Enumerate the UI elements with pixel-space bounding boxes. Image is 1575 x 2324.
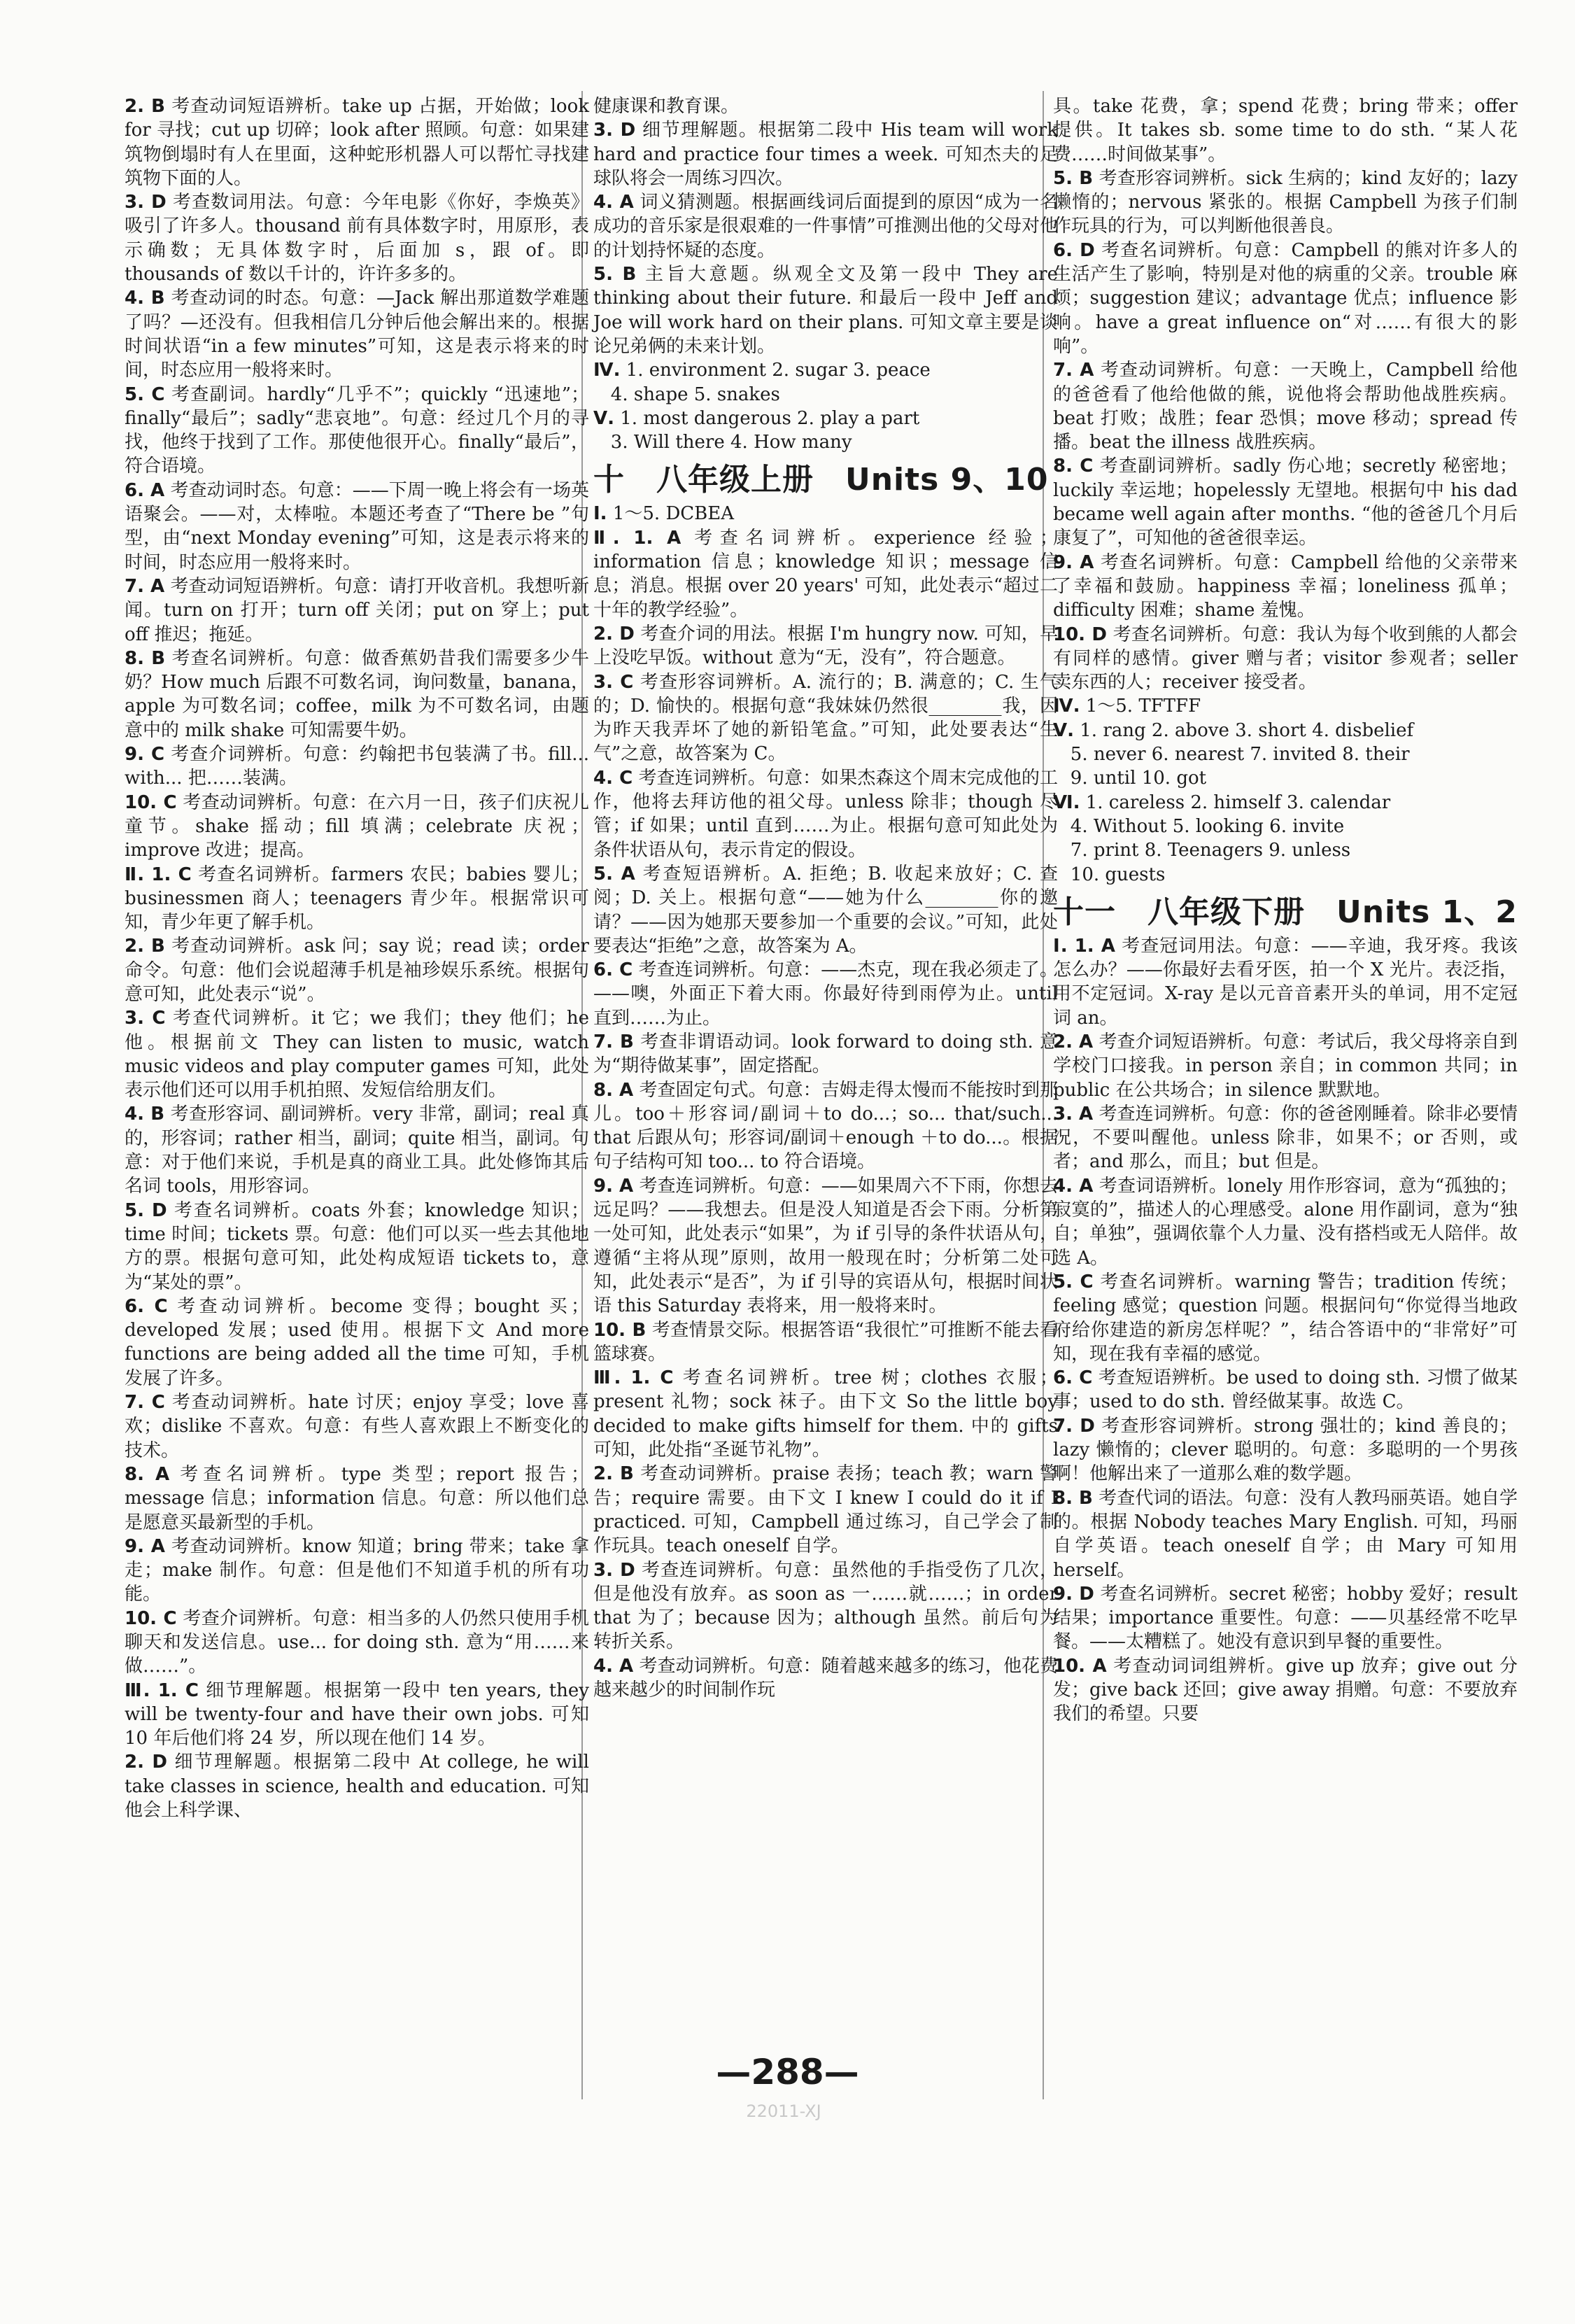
answer-explanation: 细节理解题。根据第一段中 ten years, they will be twenty-four and have their own jobs. 可知 10 年后他们将 24 岁，所以现在他们 14 岁。 xyxy=(125,1679,589,1749)
question-number: 8. B xyxy=(125,647,166,669)
question-number: 8. A xyxy=(593,1079,634,1101)
answer-explanation: 考查代词的语法。句意：没有人教玛丽英语。她自学的。根据 Nobody teaches Mary English. 可知，玛丽自学英语。teach oneself 自学；由 Mary 可知用 herself。 xyxy=(1053,1487,1518,1581)
answer-item xyxy=(593,622,1058,670)
answer-explanation: 1. environment 2. sugar 3. peace 4. shape 5. snakes xyxy=(593,360,931,405)
answer-explanation: 考查名词辨析。句意：Campbell 的熊对许多人的生活产生了影响，特别是对他的病重的父亲。trouble 麻烦；suggestion 建议；advantage 优点；influence 影响。have a great influence on“对……有很大的影响”。 xyxy=(1053,239,1518,357)
question-number: 8. B xyxy=(1053,1487,1093,1509)
question-number: 8. C xyxy=(1053,456,1094,477)
answer-item xyxy=(125,190,589,286)
answer-item xyxy=(593,1558,1058,1654)
answer-explanation: 考查连词辨析。句意：如果杰森这个周末完成他的工作，他将去拜访他的祖父母。unless 除非；though 尽管；if 如果；until 直到……为止。根据句意可知此处为条件状语从句，表示肯定的假设。 xyxy=(593,767,1058,861)
question-number: 4. B xyxy=(125,288,165,309)
question-number: 9. D xyxy=(1053,1583,1094,1605)
question-number: Ⅴ. xyxy=(1053,719,1074,741)
answer-explanation: 考查动词短语辨析。句意：请打开收音机。我想听新闻。turn on 打开；turn off 关闭；put on 穿上；put off 推迟；拖延。 xyxy=(125,575,589,645)
answer-item xyxy=(1053,791,1518,887)
answer-item xyxy=(1053,239,1518,358)
answer-explanation: 考查连词辨析。句意：虽然他的手指受伤了几次，但是他没有放弃。as soon as 一……就……；in order that 为了；because 因为；although 虽然。前后句为转折关系。 xyxy=(593,1559,1059,1653)
answer-item xyxy=(1053,934,1518,1030)
question-number: 3. D xyxy=(593,120,636,141)
answer-explanation: 1～5. TFTFF xyxy=(1080,696,1201,717)
answer-explanation: 词义猜测题。根据画线词后面提到的原因“成为一名成功的音乐家是很艰难的一件事情”可推测出他的父母对他的计划持怀疑的态度。 xyxy=(593,192,1058,261)
answer-explanation: 考查介词短语辨析。句意：考试后，我父母将亲自到学校门口接我。in person 亲自；in common 共同；in public 在公共场合；in silence 默默地。 xyxy=(1053,1031,1518,1101)
answer-explanation: 考查冠词用法。句意：——辛迪，我牙疼。我该怎么办？——你最好去看牙医，拍一个 X 光片。表泛指，用不定冠词。X-ray 是以元音音素开头的单词，用不定冠词 an。 xyxy=(1053,935,1518,1029)
answer-explanation: 考查名词辨析。type 类型；report 报告；message 信息；information 信息。句意：所以他们总是愿意买最新型的手机。 xyxy=(125,1463,589,1533)
answer-explanation: 考查连词辨析。句意：——如果周六不下雨，你想去远足吗？——我想去。但是没人知道是否会下雨。分析第一处可知，此处表示“如果”，为 if 引导的条件状语从句，遵循“主将从现”原则，故用一般现在时；分析第二处可知，此处表示“是否”，为 if 引导的宾语从句，根据时间状语 this Saturday 表将来，用一般将来时。 xyxy=(593,1175,1058,1317)
question-number: 4. A xyxy=(593,1655,634,1677)
question-number: 3. D xyxy=(593,1559,635,1581)
question-number: Ⅳ. xyxy=(593,360,621,381)
question-number: 6. A xyxy=(125,479,165,501)
answer-explanation: 考查动词辨析。句意：随着越来越多的练习，他花费越来越少的时间制作玩 xyxy=(593,1655,1058,1700)
answer-explanation: 健康课和教育课。 xyxy=(593,96,740,117)
answer-explanation: 考查名词辨析。句意：我认为每个收到熊的人都会有同样的感情。giver 赠与者；visitor 参观者；seller 卖东西的人；receiver 接受者。 xyxy=(1053,624,1518,693)
question-number: 7. A xyxy=(1053,360,1094,381)
answer-column-1 xyxy=(125,94,589,1822)
answer-explanation: 考查名词辨析。句意：Campbell 给他的父亲带来了幸福和鼓励。happiness 幸福；loneliness 孤单；difficulty 困难；shame 羞愧。 xyxy=(1053,551,1518,621)
question-number: 3. D xyxy=(125,192,167,213)
question-number: Ⅰ. xyxy=(593,503,607,525)
answer-item xyxy=(125,383,589,479)
answer-item xyxy=(125,1006,589,1102)
question-number: Ⅰ. 1. A xyxy=(1053,935,1115,957)
question-number: Ⅲ. 1. C xyxy=(593,1367,674,1389)
answer-item xyxy=(1053,1030,1518,1102)
question-number: 5. C xyxy=(1053,1271,1094,1293)
answer-item xyxy=(125,1463,589,1535)
answer-item xyxy=(593,502,1058,526)
answer-item xyxy=(593,1030,1058,1078)
answer-item xyxy=(1053,167,1518,239)
answer-explanation: 考查连词辨析。句意：——杰克，现在我必须走了。——噢，外面正下着大雨。你最好待到雨停为止。until 直到……为止。 xyxy=(593,959,1058,1029)
answer-explanation: 考查连词辨析。句意：你的爸爸刚睡着。除非必要情况，不要叫醒他。unless 除非，如果不；or 否则，或者；and 那么，而且；but 但是。 xyxy=(1053,1103,1518,1173)
answer-explanation: 考查名词辨析。句意：做香蕉奶昔我们需要多少牛奶？How much 后跟不可数名词，询问数量，banana，apple 为可数名词；coffee，milk 为不可数名词，由题意中的 milk shake 可知需要牛奶。 xyxy=(125,647,590,741)
answer-item xyxy=(1053,1414,1518,1486)
question-number: 2. B xyxy=(125,96,165,117)
answer-explanation: 考查介词的用法。根据 I'm hungry now. 可知，早上没吃早饭。without 意为“无，没有”，符合题意。 xyxy=(593,623,1058,669)
answer-explanation: 细节理解题。根据第二段中 His team will work hard and practice four times a week. 可知杰夫的足球队将会一周练习四次。 xyxy=(593,120,1058,189)
answer-column-2 xyxy=(593,94,1058,1702)
answer-explanation: 1. most dangerous 2. play a part 3. Will there 4. How many xyxy=(593,407,920,453)
question-number: 2. D xyxy=(125,1752,167,1773)
answer-item xyxy=(593,118,1058,190)
answer-explanation: 考查动词辨析。praise 表扬；teach 教；warn 警告；require 需要。由下文 I knew I could do it if I practiced. 可知，Campbell 通过练习，自己学会了制作玩具。teach oneself 自学。 xyxy=(593,1463,1059,1557)
answer-item xyxy=(1053,1654,1518,1726)
section-heading: 十 八年级上册 Units 9、10 xyxy=(593,462,1049,498)
answer-explanation: 考查副词。hardly“几乎不”；quickly “迅速地”；finally“最后”；sadly“悲哀地”。句意：经过几个月的寻找，他终于找到了工作。那使他很开心。finally“最后”，符合语境。 xyxy=(125,383,589,477)
answer-item xyxy=(593,526,1058,622)
answer-explanation: 考查短语辨析。A. 拒绝；B. 收起来放好；C. 查阅；D. 关上。根据句意“——她为什么________你的邀请？——因为她那天要参加一个重要的会议。”可知，此处要表达“拒绝”之意，故答案为 A。 xyxy=(593,863,1058,957)
answer-explanation: 考查词语辨析。lonely 用作形容词，意为“孤独的；寂寞的”，描述人的心理感受。alone 用作副词，意为“独自；单独”，强调依靠个人力量、没有搭档或无人陪伴。故选 A。 xyxy=(1053,1175,1518,1269)
answer-item xyxy=(593,670,1058,766)
answer-item xyxy=(593,262,1058,358)
answer-item xyxy=(1053,1270,1518,1366)
answer-explanation: 考查名词辨析。warning 警告；tradition 传统；feeling 感觉；question 问题。根据问句“你觉得当地政府给你建造的新房怎样呢？”，结合答语中的“非常好”可知，现在我有幸福的感觉。 xyxy=(1053,1271,1518,1365)
answer-explanation: 考查形容词辨析。sick 生病的；kind 友好的；lazy 懒惰的；nervous 紧张的。根据 Campbell 为孩子们制作玩具的行为，可以判断他很善良。 xyxy=(1053,167,1518,237)
question-number: 7. D xyxy=(1053,1415,1095,1437)
question-number: 10. B xyxy=(593,1319,647,1341)
answer-explanation: 考查动词辨析。become 变得；bought 买；developed 发展；used 使用。根据下文 And more functions are being added all the time 可知，手机发展了许多。 xyxy=(125,1295,589,1389)
answer-item xyxy=(1053,1366,1518,1414)
question-number: 9. A xyxy=(125,1535,165,1557)
answer-item xyxy=(593,862,1058,958)
answer-explanation: 考查动词辨析。hate 讨厌；enjoy 享受；love 喜欢；dislike 不喜欢。句意：有些人喜欢跟上不断变化的技术。 xyxy=(125,1392,589,1461)
answer-explanation: 考查名词辨析。tree 树；clothes 衣服；present 礼物；sock 袜子。由下文 So the little boy decided to make gifts himself for them. 中的 gifts 可知，此处指“圣诞节礼物”。 xyxy=(593,1367,1058,1461)
page-number: —288— xyxy=(716,2052,859,2092)
question-number: 6. D xyxy=(1053,239,1095,261)
answer-explanation: 考查介词辨析。句意：相当多的人仍然只使用手机聊天和发送信息。use... for doing sth. 意为“用……来做……”。 xyxy=(125,1607,589,1677)
question-number: 6. C xyxy=(125,1295,168,1317)
answer-item xyxy=(593,1462,1058,1558)
answer-item xyxy=(1053,1582,1518,1654)
question-number: 6. C xyxy=(593,959,633,981)
answer-explanation: 考查形容词、副词辨析。very 非常，副词；real 真的，形容词；rather 相当，副词；quite 相当，副词。句意：对于他们来说，手机是真的商业工具。此处修饰其后名词 tools，用形容词。 xyxy=(125,1104,589,1197)
question-number: 4. A xyxy=(1053,1175,1094,1197)
answer-explanation: 考查动词辨析。ask 问；say 说；read 读；order 命令。句意：他们会说超薄手机是袖珍娱乐系统。根据句意可知，此处表示“说”。 xyxy=(125,936,589,1005)
answer-item xyxy=(593,958,1058,1030)
answer-explanation: 考查介词辨析。句意：约翰把书包装满了书。fill... with... 把……装满。 xyxy=(125,744,589,789)
answer-explanation: 1. careless 2. himself 3. calendar 4. Without 5. looking 6. invite 7. print 8. Teenagers 9. unless 10. guests xyxy=(1053,791,1391,885)
answer-explanation: 考查形容词辨析。A. 流行的；B. 满意的；C. 生气的；D. 愉快的。根据句意“我妹妹仍然很________我，因为昨天我弄坏了她的新铅笔盒。”可知，此处要表达“生气”之意，故答案为 C。 xyxy=(593,671,1059,765)
question-number: 2. B xyxy=(125,936,165,957)
answer-item xyxy=(125,863,589,935)
question-number: 6. C xyxy=(1053,1367,1093,1389)
answer-item xyxy=(1053,454,1518,550)
answer-item xyxy=(125,742,589,791)
answer-item xyxy=(125,94,589,190)
question-number: Ⅳ. xyxy=(1053,696,1080,717)
answer-item xyxy=(593,94,1058,118)
question-number: 2. B xyxy=(593,1463,634,1485)
answer-explanation: 考查情景交际。根据答语“我很忙”可推断不能去看篮球赛。 xyxy=(593,1319,1058,1365)
answer-explanation: 考查动词时态。句意：——下周一晚上将会有一场英语聚会。——对，太棒啦。本题还考查了“There be ”句型，由“next Monday evening”可知，这是表示将来的时间，时态应用一般将来时。 xyxy=(125,479,589,573)
answer-explanation: 考查动词辨析。句意：在六月一日，孩子们庆祝儿童节。shake 摇动；fill 填满；celebrate 庆祝；improve 改进；提高。 xyxy=(125,791,589,861)
answer-column-3 xyxy=(1053,94,1518,1726)
question-number: 5. B xyxy=(1053,167,1094,189)
answer-item xyxy=(125,1535,589,1607)
answer-explanation: 主旨大意题。纵观全文及第一段中 They are thinking about their future. 和最后一段中 Jeff and Joe will work hard on their plans. 可知文章主要是谈论兄弟俩的未来计划。 xyxy=(593,264,1058,357)
answer-item xyxy=(125,1607,589,1679)
answer-explanation: 考查动词辨析。句意：一天晚上，Campbell 给他的爸爸看了他给他做的熊，说他将会帮助他战胜疾病。beat 打败；战胜；fear 恐惧；move 移动；spread 传播。beat the illness 战胜疾病。 xyxy=(1053,360,1518,453)
question-number: Ⅲ. 1. C xyxy=(125,1679,199,1701)
answer-item xyxy=(125,1295,589,1390)
question-number: Ⅵ. xyxy=(1053,791,1080,813)
question-number: 10. C xyxy=(125,1607,177,1629)
question-number: 9. A xyxy=(593,1175,634,1197)
answer-explanation: 1. rang 2. above 3. short 4. disbelief 5. never 6. nearest 7. invited 8. their 9. until 10. got xyxy=(1053,719,1414,789)
answer-item xyxy=(1053,1174,1518,1270)
answer-item xyxy=(593,407,1058,455)
answer-explanation: 1～5. DCBEA xyxy=(607,503,735,525)
question-number: 7. A xyxy=(125,575,165,597)
answer-explanation: 考查名词辨析。experience 经验；information 信息；knowledge 知识；message 信息；消息。根据 over 20 years' 可知，此处表示“超过二十年的教学经验”。 xyxy=(593,527,1058,621)
question-number: 3. A xyxy=(1053,1103,1094,1125)
answer-item xyxy=(125,1102,589,1198)
answer-explanation: 考查名词辨析。farmers 农民；babies 婴儿；businessmen 商人；teenagers 青少年。根据常识可知，青少年更了解手机。 xyxy=(125,864,590,934)
answer-item xyxy=(593,1654,1058,1703)
question-number: 3. C xyxy=(125,1008,166,1029)
answer-explanation: 考查动词词组辨析。give up 放弃；give out 分发；give back 还回；give away 捐赠。句意：不要放弃我们的希望。只要 xyxy=(1053,1655,1518,1725)
answer-explanation: 考查非谓语动词。look forward to doing sth. 意为“期待做某事”，固定搭配。 xyxy=(593,1031,1058,1077)
question-number: 5. C xyxy=(125,383,165,405)
question-number: 5. B xyxy=(593,264,637,286)
answer-explanation: 考查动词辨析。know 知道；bring 带来；take 拿走；make 制作。句意：但是他们不知道手机的所有功能。 xyxy=(125,1535,589,1605)
question-number: Ⅱ. 1. A xyxy=(593,527,681,549)
question-number: 4. A xyxy=(593,192,634,213)
answer-item xyxy=(1053,1102,1518,1174)
answer-item xyxy=(1053,623,1518,695)
answer-explanation: 考查固定句式。句意：吉姆走得太慢而不能按时到那儿。too＋形容词/副词＋to do...；so... that/such... that 后跟从句；形容词/副词＋enough ＋to do...。根据句子结构可知 too... to 符合语境。 xyxy=(593,1079,1058,1173)
question-number: 5. A xyxy=(593,863,635,885)
answer-item xyxy=(125,934,589,1006)
answer-item xyxy=(593,1078,1058,1174)
answer-item xyxy=(1053,551,1518,623)
answer-item xyxy=(125,647,589,742)
question-number: 7. C xyxy=(125,1392,165,1414)
question-number: 9. C xyxy=(125,744,165,766)
question-number: Ⅱ. 1. C xyxy=(125,864,192,885)
question-number: 2. A xyxy=(1053,1031,1094,1052)
answer-item xyxy=(593,190,1058,262)
answer-explanation: 细节理解题。根据第二段中 At college, he will take classes in science, health and education. 可知他会上科学课、 xyxy=(125,1752,589,1822)
answer-item xyxy=(1053,694,1518,718)
answer-explanation: 考查动词短语辨析。take up 占据，开始做；look for 寻找；cut up 切碎；look after 照顾。句意：如果建筑物倒塌时有人在里面，这种蛇形机器人可以帮忙寻找建筑物下面的人。 xyxy=(125,96,589,189)
answer-item xyxy=(125,1390,589,1463)
question-number: 10. C xyxy=(125,791,177,813)
section-heading: 十一 八年级下册 Units 1、2 xyxy=(1053,894,1518,930)
answer-explanation: 考查名词辨析。coats 外套；knowledge 知识；time 时间；tickets 票。句意：他们可以买一些去其他地方的票。根据句意可知，此处构成短语 tickets to，意为“某处的票”。 xyxy=(125,1199,589,1293)
question-number: 3. C xyxy=(593,671,634,693)
question-number: 2. D xyxy=(593,623,635,645)
question-number: 10. A xyxy=(1053,1655,1107,1677)
question-number: Ⅴ. xyxy=(593,407,614,429)
answer-item xyxy=(593,1318,1058,1367)
answer-item xyxy=(125,286,589,382)
question-number: 7. B xyxy=(593,1031,634,1052)
watermark-code: 22011-XJ xyxy=(746,2101,821,2121)
answer-explanation: 考查短语辨析。be used to doing sth. 习惯了做某事；used to do sth. 曾经做某事。故选 C。 xyxy=(1053,1367,1518,1413)
answer-explanation: 具。take 花费，拿；spend 花费；bring 带来；offer 提供。It takes sb. some time to do sth. “某人花费……时间做某事”。 xyxy=(1053,96,1518,165)
answer-item xyxy=(125,1679,589,1751)
answer-item xyxy=(593,358,1058,407)
answer-explanation: 考查名词辨析。secret 秘密；hobby 爱好；result 结果；importance 重要性。句意：——贝基经常不吃早餐。——太糟糕了。她没有意识到早餐的重要性。 xyxy=(1053,1583,1518,1653)
answer-item xyxy=(1053,94,1518,167)
answer-item xyxy=(1053,1486,1518,1582)
answer-explanation: 考查副词辨析。sadly 伤心地；secretly 秘密地；luckily 幸运地；hopelessly 无望地。根据句中 his dad became well again after months. “他的爸爸几个月后康复了”，可知他的爸爸很幸运。 xyxy=(1053,456,1518,549)
question-number: 9. A xyxy=(1053,551,1094,573)
answer-item xyxy=(593,1366,1058,1462)
answer-explanation: 考查形容词辨析。strong 强壮的；kind 善良的；lazy 懒惰的；clever 聪明的。句意：多聪明的一个男孩啊！他解出来了一道那么难的数学题。 xyxy=(1053,1415,1518,1485)
question-number: 5. D xyxy=(125,1199,167,1221)
question-number: 4. C xyxy=(593,767,633,789)
answer-item xyxy=(125,1199,589,1295)
question-number: 10. D xyxy=(1053,624,1107,645)
answer-item xyxy=(1053,719,1518,791)
answer-item xyxy=(125,575,589,647)
answer-explanation: 考查代词辨析。it 它；we 我们；they 他们；he 他。根据前文 They can listen to music, watch music videos and play computer games 可知，此处表示他们还可以用手机拍照、发短信给朋友们。 xyxy=(125,1008,589,1101)
answer-item xyxy=(593,766,1058,862)
answer-explanation: 考查动词的时态。句意：—Jack 解出那道数学难题了吗？—还没有。但我相信几分钟后他会解出来的。根据时间状语“in a few minutes”可知，这是表示将来的时间，时态应用一般将来时。 xyxy=(125,288,589,381)
answer-item xyxy=(125,479,589,575)
question-number: 4. B xyxy=(125,1104,165,1125)
question-number: 8. A xyxy=(125,1463,170,1485)
answer-item xyxy=(125,791,589,863)
answer-item xyxy=(593,1174,1058,1318)
answer-explanation: 考查数词用法。句意：今年电影《你好，李焕英》吸引了许多人。thousand 前有具体数字时，用原形，表示确数；无具体数字时，后面加 s，跟 of。即 thousands of 数以千计的，许许多多的。 xyxy=(125,192,590,286)
answer-item xyxy=(1053,358,1518,454)
answer-item xyxy=(125,1750,589,1822)
